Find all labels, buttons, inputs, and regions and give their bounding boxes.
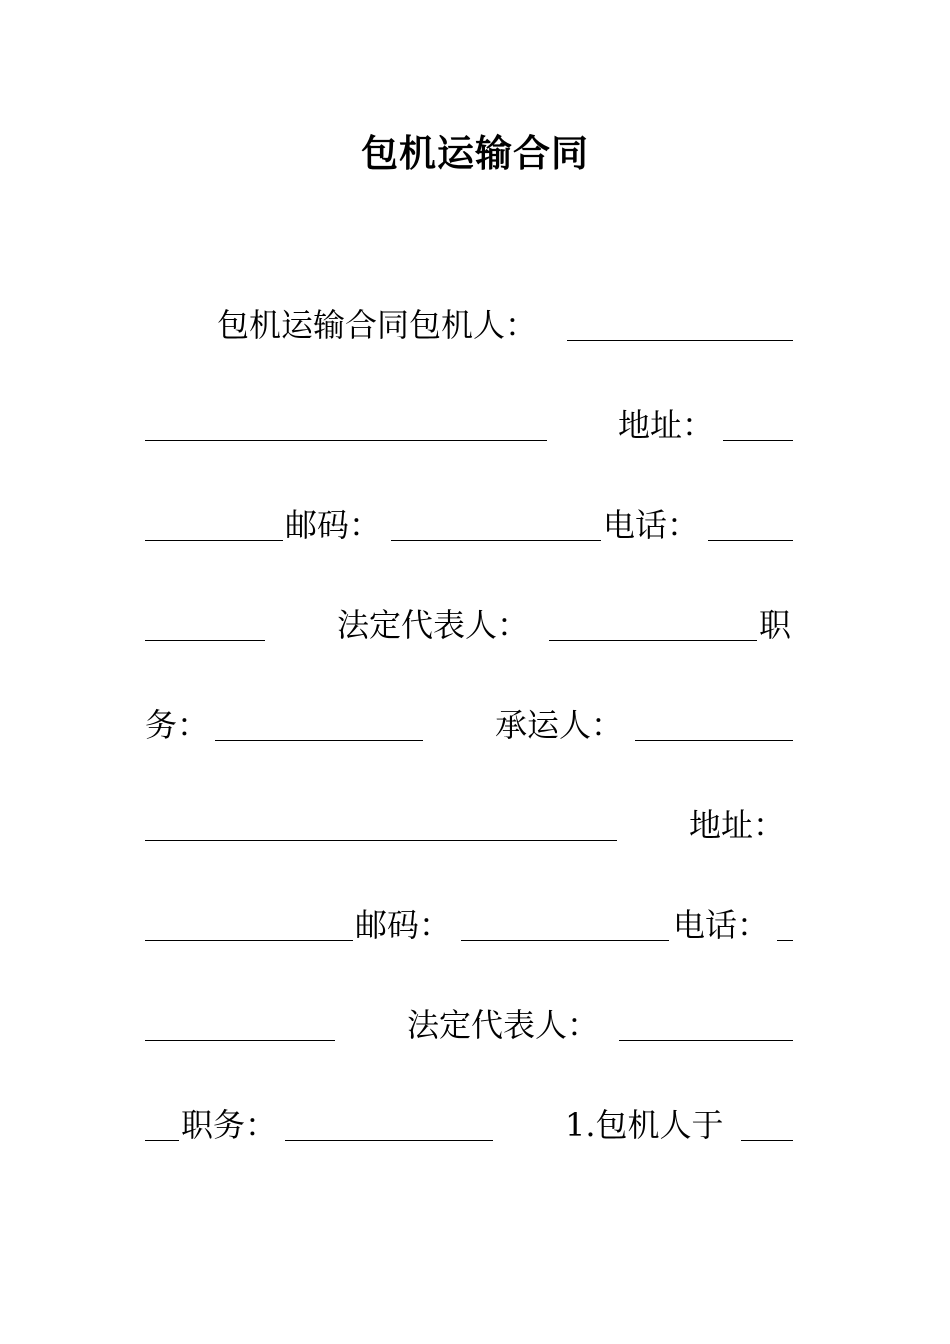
- contract-line: [145, 900, 793, 950]
- legal-rep-label: 法定代表人：: [407, 1006, 600, 1044]
- contract-line: [145, 800, 793, 850]
- charterer-blank: [567, 340, 793, 341]
- contract-line: [145, 600, 793, 650]
- phone-blank-cont: [145, 640, 265, 641]
- legal-rep-blank: [549, 640, 757, 641]
- phone-blank: [777, 940, 793, 941]
- carrier-blank: [635, 740, 793, 741]
- phone-label: 电话：: [673, 906, 770, 944]
- postcode-blank: [391, 540, 601, 541]
- phone-label: 电话：: [603, 506, 700, 544]
- document-title: 包机运输合同: [361, 131, 589, 175]
- position-label-end: 务：: [145, 706, 210, 744]
- clause-1-blank: [741, 1140, 793, 1141]
- contract-line: [145, 500, 793, 550]
- position-blank: [215, 740, 423, 741]
- position-label-start: 职: [759, 606, 792, 644]
- charterer-label: 包机运输合同包机人：: [217, 306, 538, 344]
- postcode-blank: [461, 940, 669, 941]
- position-blank: [285, 1140, 493, 1141]
- address-blank: [723, 440, 793, 441]
- carrier-label: 承运人：: [495, 706, 624, 744]
- phone-blank: [708, 540, 793, 541]
- address-blank: [145, 940, 353, 941]
- address-blank-cont: [145, 540, 283, 541]
- contract-line: [145, 700, 793, 750]
- charterer-name-blank: [145, 440, 547, 441]
- phone-blank-cont: [145, 1040, 335, 1041]
- legal-rep-blank: [619, 1040, 793, 1041]
- postcode-label: 邮码：: [355, 906, 452, 944]
- legal-rep-label: 法定代表人：: [337, 606, 530, 644]
- address-label: 地址：: [689, 806, 786, 844]
- contract-line: [145, 1000, 793, 1050]
- address-label: 地址：: [618, 406, 715, 444]
- carrier-name-blank: [145, 840, 617, 841]
- postcode-label: 邮码：: [285, 506, 382, 544]
- contract-line: [145, 300, 793, 350]
- legal-rep-blank-cont: [145, 1140, 179, 1141]
- contract-line: [145, 400, 793, 450]
- contract-line: [145, 1100, 793, 1150]
- position-label: 职务：: [181, 1106, 278, 1144]
- clause-1-start: 1.包机人于: [565, 1106, 724, 1144]
